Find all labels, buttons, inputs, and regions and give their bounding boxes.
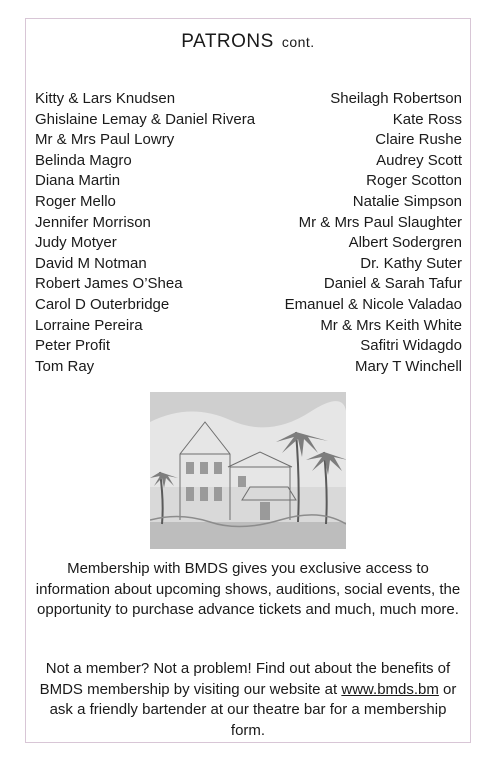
patron-name: Claire Rushe: [375, 131, 462, 149]
membership-join-paragraph: [32, 659, 464, 741]
patron-name: Daniel & Sarah Tafur: [323, 275, 462, 293]
patron-name: Jennifer Morrison: [35, 213, 151, 231]
patron-name: Robert James O’Shea: [35, 275, 183, 293]
patron-name: Dr. Kathy Suter: [360, 254, 462, 272]
patron-name: Audrey Scott: [376, 151, 462, 169]
patron-name: Mr & Mrs Paul Slaughter: [298, 213, 462, 231]
membership-benefits-paragraph: Membership with BMDS gives you exclusive access to information about upcoming shows, auditions, social events, the opportunity to purchase advance tickets and much, much more.: [35, 560, 461, 618]
patron-name: Ghislaine Lemay & Daniel Rivera: [35, 110, 256, 128]
patron-name: Mr & Mrs Keith White: [320, 316, 462, 334]
patron-name: Lorraine Pereira: [35, 316, 143, 334]
patron-name: Emanuel & Nicole Valadao: [284, 295, 462, 313]
program-page: [25, 18, 471, 743]
page-title: [26, 31, 470, 53]
patron-name: Sheilagh Robertson: [330, 90, 462, 107]
website-link[interactable]: www.bmds.bm: [341, 680, 439, 698]
patron-name: David M Notman: [35, 254, 147, 272]
patron-name: Judy Motyer: [35, 234, 117, 252]
patron-name: Peter Profit: [35, 337, 111, 355]
theatre-building-illustration: [150, 392, 346, 549]
patrons-right-column: [222, 89, 462, 377]
title-subtitle: cont.: [281, 34, 315, 50]
title-text: PATRONS: [181, 31, 274, 52]
patron-name: Mr & Mrs Paul Lowry: [35, 131, 175, 149]
patron-name: Safitri Widagdo: [360, 337, 462, 355]
patron-name: Belinda Magro: [35, 151, 132, 169]
patron-name: Kate Ross: [392, 110, 462, 128]
patron-name: Mary T Winchell: [355, 357, 462, 375]
join-text-before: Not a member? Not a problem! Find out about the benefits of BMDS membership by visiting our website at: [39, 660, 451, 698]
patron-name: Diana Martin: [35, 172, 121, 190]
patron-name: Roger Mello: [35, 192, 116, 210]
patron-name: Albert Sodergren: [348, 234, 462, 252]
patron-name: Carol D Outerbridge: [35, 295, 170, 313]
join-text-after: or ask a friendly bartender at our theatre bar for a membership form.: [49, 680, 457, 739]
patron-name: Roger Scotton: [366, 172, 462, 190]
patron-name: Natalie Simpson: [352, 192, 462, 210]
patron-name: Tom Ray: [35, 357, 95, 375]
patron-name: Kitty & Lars Knudsen: [35, 90, 176, 107]
